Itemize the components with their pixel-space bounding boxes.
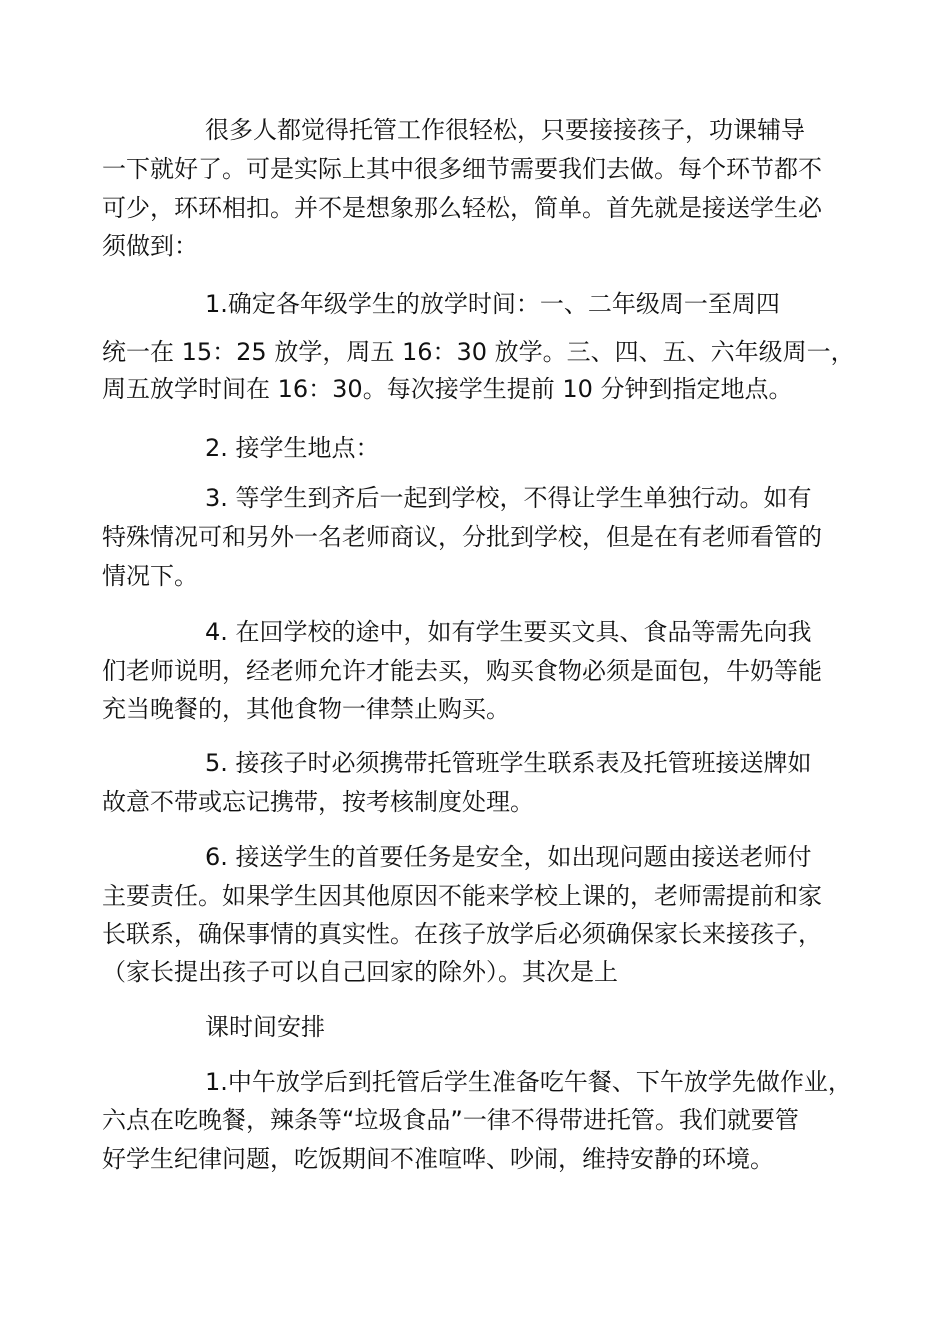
paragraph-line: 一下就好了。可是实际上其中很多细节需要我们去做。每个环节都不 — [102, 155, 822, 183]
list-item-line: 们老师说明，经老师允许才能去买，购买食物必须是面包，牛奶等能 — [102, 657, 822, 685]
list-item-line: 2. 接学生地点： — [205, 434, 380, 462]
list-item-line: 好学生纪律问题，吃饭期间不准喧哗、吵闹，维持安静的环境。 — [102, 1145, 774, 1173]
paragraph-line: 须做到： — [102, 232, 198, 260]
list-item-line: 1.确定各年级学生的放学时间：一、二年级周一至周四 — [205, 290, 780, 318]
list-item-line: 充当晚餐的，其他食物一律禁止购买。 — [102, 695, 510, 723]
list-item-line: 情况下。 — [102, 562, 198, 590]
list-item-line: 六点在吃晚餐，辣条等“垃圾食品”一律不得带进托管。我们就要管 — [102, 1106, 799, 1134]
list-item-line: （家长提出孩子可以自己回家的除外）。其次是上 — [102, 958, 618, 986]
list-item-line: 特殊情况可和另外一名老师商议，分批到学校，但是在有老师看管的 — [102, 523, 822, 551]
list-item-line: 6. 接送学生的首要任务是安全，如出现问题由接送老师付 — [205, 843, 812, 871]
paragraph-line: 很多人都觉得托管工作很轻松，只要接接孩子，功课辅导 — [205, 116, 805, 144]
list-item-line: 故意不带或忘记携带，按考核制度处理。 — [102, 788, 534, 816]
list-item-line: 3. 等学生到齐后一起到学校，不得让学生单独行动。如有 — [205, 484, 812, 512]
list-item-line: 统一在 15：25 放学，周五 16：30 放学。三、四、五、六年级周一， — [102, 338, 855, 366]
list-item-line: 主要责任。如果学生因其他原因不能来学校上课的，老师需提前和家 — [102, 882, 822, 910]
section-heading: 课时间安排 — [205, 1013, 325, 1041]
list-item-line: 5. 接孩子时必须携带托管班学生联系表及托管班接送牌如 — [205, 749, 812, 777]
list-item-line: 周五放学时间在 16：30。每次接学生提前 10 分钟到指定地点。 — [102, 375, 793, 403]
list-item-line: 1.中午放学后到托管后学生准备吃午餐、下午放学先做作业， — [205, 1068, 852, 1096]
paragraph-line: 可少，环环相扣。并不是想象那么轻松，简单。首先就是接送学生必 — [102, 194, 822, 222]
list-item-line: 长联系，确保事情的真实性。在孩子放学后必须确保家长来接孩子， — [102, 920, 822, 948]
list-item-line: 4. 在回学校的途中，如有学生要买文具、食品等需先向我 — [205, 618, 812, 646]
